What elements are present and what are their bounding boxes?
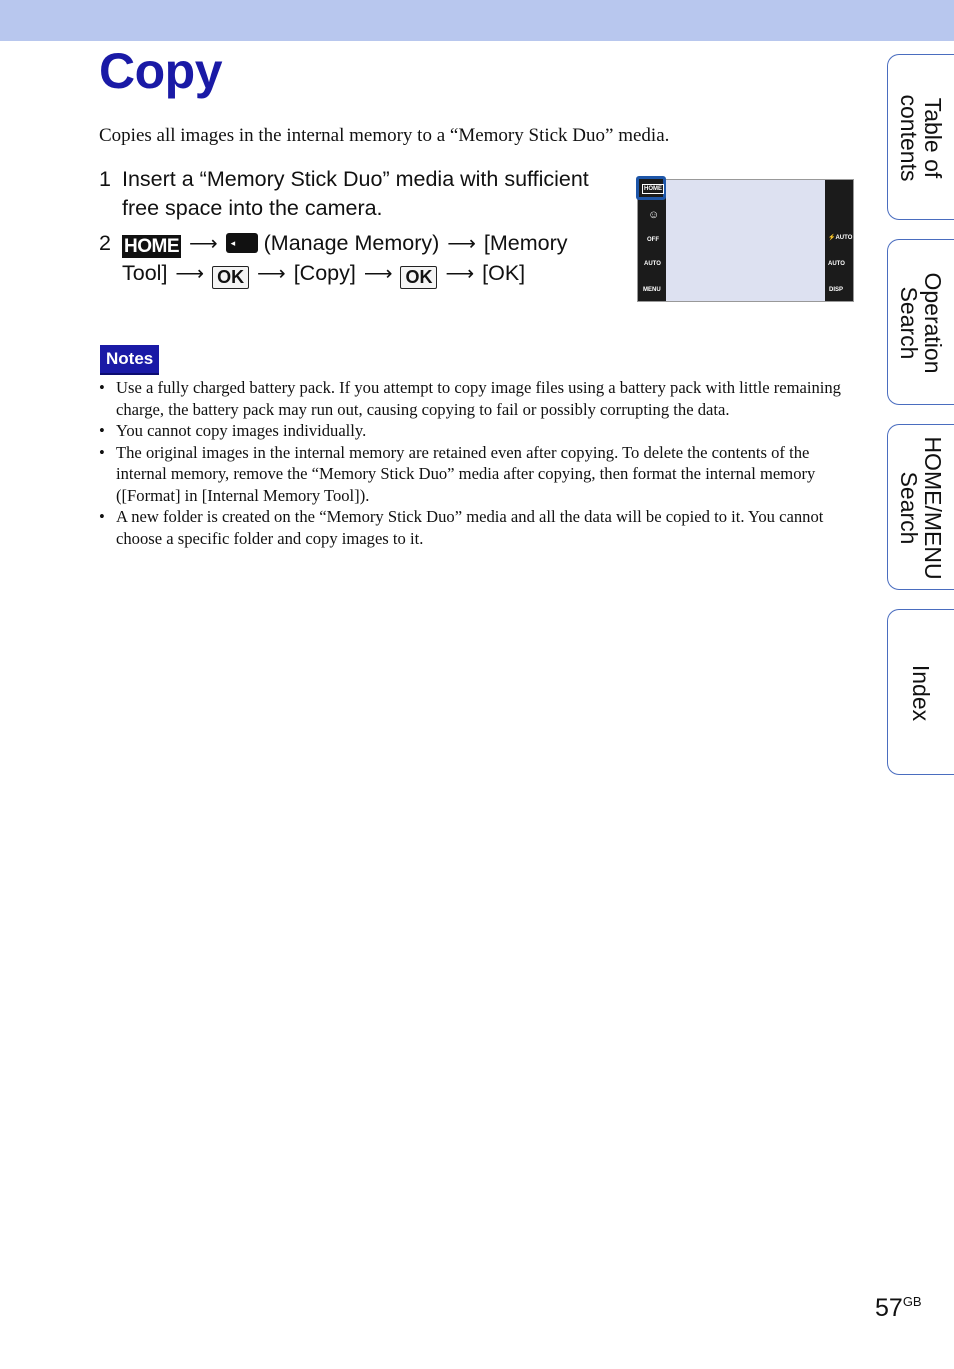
step-number: 1	[99, 167, 111, 191]
page-number-suffix: GB	[902, 1294, 922, 1309]
camera-home-label: HOME	[644, 186, 662, 192]
smile-icon: ☺	[648, 209, 660, 221]
page-number-value: 57	[875, 1294, 903, 1322]
note-item: • Use a fully charged battery pack. If you attempt to copy image files using a battery pack with little remaining charge, the battery pack may run out, causing copying to fail or possibly corrupting the data.	[99, 377, 859, 420]
page-title: Copy	[99, 43, 222, 99]
arrow-icon: ⟶	[363, 263, 393, 285]
page-number	[875, 1287, 922, 1323]
self-timer-icon: OFF	[647, 237, 659, 243]
macro-icon: AUTO	[828, 261, 845, 267]
tab-operation-search[interactable]	[887, 239, 954, 405]
camera-screen-illustration	[637, 179, 854, 302]
flash-icon: ⚡AUTO	[828, 235, 853, 241]
menu-path-text: (Manage Memory)	[263, 231, 440, 255]
step-line: Insert a “Memory Stick Duo” media with sufficient	[122, 167, 589, 191]
home-button-icon: HOME	[124, 236, 179, 257]
step-line	[122, 229, 568, 259]
arrow-icon: ⟶	[257, 263, 286, 285]
tab-label-line: HOME/MENU	[920, 436, 947, 580]
note-item: • The original images in the internal memory are retained even after copying. To delete the contents of the internal memory, remove the “Memory Stick Duo” media after copying, then format the internal memory ([Format] in [Internal Memory Tool]).	[99, 442, 859, 507]
tab-label	[888, 240, 954, 406]
arrow-icon: ⟶	[447, 233, 476, 255]
menu-label: MENU	[643, 287, 661, 293]
tab-table-of-contents[interactable]	[887, 54, 954, 220]
ok-button-icon: OK	[212, 266, 249, 289]
tab-label-line: Operation	[920, 272, 947, 374]
tab-label	[888, 425, 954, 591]
tab-label-line: Index	[908, 664, 935, 722]
arrow-icon: ⟶	[188, 233, 218, 255]
tab-label	[888, 55, 954, 221]
disp-label: DISP	[829, 287, 844, 293]
menu-path-text: [Memory	[483, 231, 568, 255]
ok-button-icon: OK	[400, 266, 437, 289]
menu-path-text: [Copy]	[293, 261, 356, 285]
tab-index[interactable]	[887, 609, 954, 775]
camera-lcd	[666, 180, 825, 301]
menu-path-text: [OK]	[482, 261, 526, 285]
tab-label-line: contents	[896, 94, 923, 182]
notes-list	[99, 377, 859, 549]
camera-home-highlight	[636, 176, 666, 200]
tab-home-menu-search[interactable]	[887, 424, 954, 590]
step-text	[122, 229, 568, 289]
tab-label	[888, 610, 954, 776]
tab-label-line: Table of	[920, 97, 947, 179]
note-item: • A new folder is created on the “Memory Stick Duo” media and all the data will be copied to it. You cannot choose a specific folder and copy images to it.	[99, 506, 859, 549]
step-number: 2	[99, 231, 111, 255]
note-item: • You cannot copy images individually.	[99, 420, 859, 442]
arrow-icon: ⟶	[445, 263, 475, 285]
menu-path-text: Tool]	[122, 261, 168, 285]
intro-text: Copies all images in the internal memory to a “Memory Stick Duo” media.	[99, 125, 670, 146]
tab-label-line: Search	[896, 471, 923, 545]
arrow-icon: ⟶	[175, 263, 205, 285]
manage-memory-icon: ◂	[226, 233, 258, 253]
step-line	[122, 259, 568, 289]
step-text	[122, 165, 589, 223]
header-band	[0, 0, 954, 41]
tab-label-line: Search	[896, 286, 923, 360]
step-line: free space into the camera.	[122, 196, 383, 220]
notes-heading: Notes	[100, 345, 159, 375]
scene-icon: AUTO	[644, 261, 661, 267]
